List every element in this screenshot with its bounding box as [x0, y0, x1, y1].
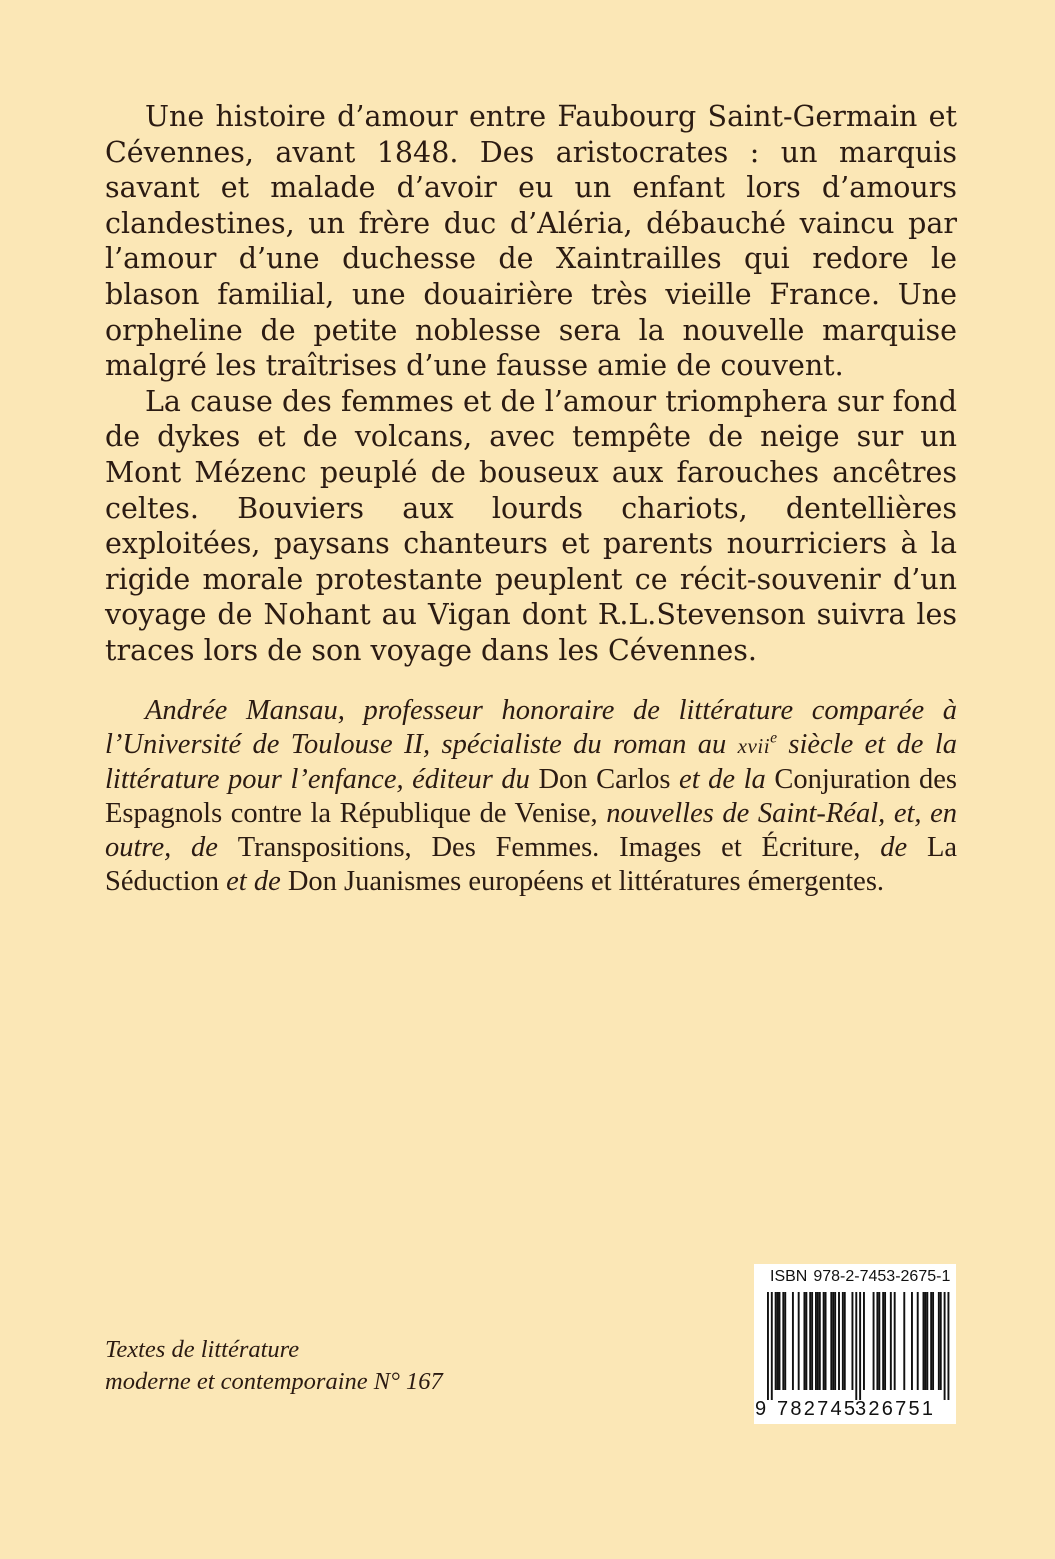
bio-title-don-carlos: Don Carlos — [538, 764, 671, 795]
barcode-bar — [863, 1292, 865, 1390]
barcode-bar — [834, 1292, 836, 1390]
barcode-bar — [819, 1292, 821, 1390]
bio-title-seduction: La Séduction — [105, 832, 957, 897]
barcode-bar — [803, 1292, 805, 1390]
isbn-number: 978-2-7453-2675-1 — [813, 1268, 951, 1285]
ean-right-digits: 326751 — [855, 1398, 933, 1420]
barcode-bar — [767, 1292, 769, 1400]
barcode-bar — [926, 1292, 928, 1390]
barcode-bar — [830, 1292, 832, 1390]
bio-text-of: de — [860, 832, 927, 863]
barcode-bar — [809, 1292, 811, 1390]
ean-left-digits: 782745 — [777, 1398, 855, 1420]
barcode-bar — [884, 1292, 886, 1390]
barcode-bar — [782, 1292, 784, 1390]
barcode-bar — [823, 1292, 825, 1390]
series-line-1: Textes de littérature — [105, 1336, 300, 1363]
series-info — [105, 1334, 443, 1398]
barcode-bar — [938, 1292, 940, 1390]
barcode-bar — [855, 1292, 857, 1400]
barcode-bar — [825, 1292, 827, 1390]
barcode-bar — [911, 1292, 913, 1390]
barcode-bar — [775, 1292, 777, 1390]
barcode-bar — [838, 1292, 840, 1390]
barcode-bar — [815, 1292, 817, 1390]
barcode-bar — [876, 1292, 878, 1390]
isbn-label — [770, 1267, 950, 1287]
ean-first-digit: 9 — [755, 1398, 767, 1420]
barcode-bar — [832, 1292, 834, 1390]
barcode-bar — [851, 1292, 853, 1390]
barcode-bar — [923, 1292, 925, 1390]
isbn-barcode — [754, 1264, 956, 1424]
barcode-bar — [771, 1292, 773, 1400]
barcode-bar-group — [767, 1292, 949, 1400]
book-blurb — [105, 99, 957, 669]
author-bio-paragraph — [105, 694, 957, 899]
barcode-bar — [798, 1292, 800, 1390]
barcode-bar — [779, 1292, 781, 1390]
bio-title-don-juanismes: Don Juanismes européens et littératures émergentes. — [287, 866, 885, 897]
barcode-bars — [754, 1288, 956, 1420]
blurb-paragraph-1: Une histoire d’amour entre Faubourg Saint-Germain et Cévennes, avant 1848. Des aristocrates : un marquis savant et malade d’avoir eu un enfant lors d’amours clandestines, un frère duc d’Aléria, débauché vaincu par l’amour d’une duchesse de Xaintrailles qui redore le blason familial, une douairière très vieille France. Une orpheline de petite noblesse sera la nouvelle marquise malgré les traîtrises d’une fausse amie de couvent. — [105, 100, 957, 383]
barcode-bar — [792, 1292, 794, 1390]
barcode-bar — [777, 1292, 779, 1390]
bio-text-specialist: siècle et de la littérature pour l’enfance, éditeur du — [105, 729, 957, 795]
bio-text-saint-real: nouvelles de Saint-Réal, et, en outre, de — [105, 798, 957, 863]
barcode-bar — [947, 1292, 949, 1400]
barcode-bar — [894, 1292, 896, 1390]
series-line-2: moderne et contemporaine N° 167 — [105, 1368, 443, 1395]
barcode-bar — [842, 1292, 844, 1390]
barcode-bar — [944, 1292, 946, 1400]
bio-title-transpositions: Transpositions, Des Femmes. Images et Écriture, — [237, 832, 861, 863]
barcode-bar — [924, 1292, 926, 1390]
barcode-bar — [917, 1292, 919, 1390]
bio-century-numeral: xvii — [737, 734, 771, 758]
barcode-bar — [882, 1292, 884, 1390]
author-bio — [105, 694, 957, 899]
barcode-bar — [903, 1292, 905, 1390]
barcode-bar — [784, 1292, 786, 1390]
barcode-bar — [932, 1292, 934, 1390]
barcode-bar — [811, 1292, 813, 1390]
bio-text-and-of: et de la — [670, 764, 775, 795]
blurb-paragraph-2: La cause des femmes et de l’amour triomphera sur fond de dykes et de volcans, avec tempête de neige sur un Mont Mézenc peuplé de bouseux aux farouches ancêtres celtes. Bouviers aux lourds chariots, dentellières exploitées, paysans chanteurs et parents nourriciers à la rigide morale protestante peuplent ce récit-souvenir d’un voyage de Nohant au Vigan dont R.L.Stevenson suivra les traces lors de son voyage dans les Cévennes. — [105, 384, 957, 667]
barcode-bar — [859, 1292, 861, 1400]
barcode-bar — [873, 1292, 875, 1390]
isbn-prefix: ISBN — [770, 1268, 808, 1285]
barcode-bar — [844, 1292, 846, 1390]
barcode-bar — [930, 1292, 932, 1390]
barcode-bar — [940, 1292, 942, 1390]
bio-title-conjuration: Conjuration des Espagnols contre la République de Venise, — [105, 764, 958, 829]
bio-text-intro: Andrée Mansau, professeur honoraire de littérature comparée à l’Université de Toulouse II, spécialiste du roman au — [105, 695, 957, 760]
bio-text-and-of-2: et de — [219, 866, 288, 897]
barcode-bar — [805, 1292, 807, 1390]
barcode-bar — [890, 1292, 892, 1390]
bio-century-suffix: e — [770, 729, 778, 747]
barcode-bar — [817, 1292, 819, 1390]
barcode-bar — [878, 1292, 880, 1390]
